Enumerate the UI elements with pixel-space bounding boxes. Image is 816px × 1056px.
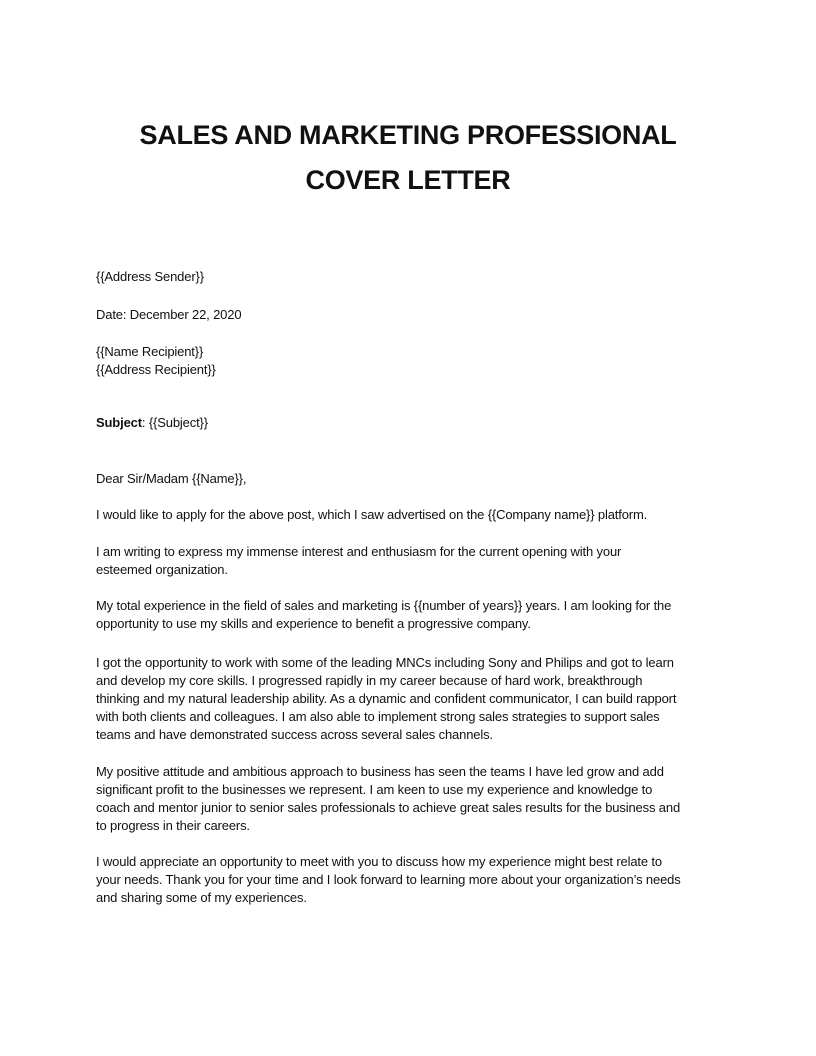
paragraph-line: teams and have demonstrated success across several sales channels. [96,727,493,742]
recipient-address: {{Address Recipient}} [96,362,216,377]
paragraph-line: to progress in their careers. [96,818,250,833]
paragraph-5 [96,763,680,835]
subject-value: : {{Subject}} [141,415,208,430]
paragraph-line: I would like to apply for the above post, which I saw advertised on the {{Company name}} platform. [96,507,648,522]
title-line: COVER LETTER [305,165,511,195]
letter-date: Date: December 22, 2020 [96,307,242,322]
paragraph-line: I am writing to express my immense interest and enthusiasm for the current opening with your [96,544,622,559]
paragraph-1 [96,506,647,524]
paragraph-line: your needs. Thank you for your time and I look forward to learning more about your organization’s needs [96,872,681,887]
paragraph-line: opportunity to use my skills and experience to benefit a progressive company. [96,616,531,631]
paragraph-2 [96,543,621,579]
subject-line [96,414,208,432]
recipient-name: {{Name Recipient}} [96,344,204,359]
paragraph-line: esteemed organization. [96,562,228,577]
paragraph-line: with both clients and colleagues. I am also able to implement strong sales strategies to support sales [96,709,660,724]
sender-address: {{Address Sender}} [96,269,204,284]
paragraph-line: and develop my core skills. I progressed rapidly in my career because of hard work, breakthrough [96,673,643,688]
paragraph-3 [96,597,671,633]
document-title [0,113,816,203]
paragraph-line: I would appreciate an opportunity to meet with you to discuss how my experience might best relate to [96,854,662,869]
paragraph-6 [96,853,681,907]
paragraph-line: significant profit to the businesses we represent. I am keen to use my experience and knowledge to [96,782,653,797]
paragraph-4 [96,654,676,744]
salutation: Dear Sir/Madam {{Name}}, [96,471,247,486]
paragraph-line: My positive attitude and ambitious approach to business has seen the teams I have led grow and add [96,764,664,779]
recipient-block [96,343,216,379]
paragraph-line: I got the opportunity to work with some of the leading MNCs including Sony and Philips and got to learn [96,655,674,670]
paragraph-line: thinking and my natural leadership ability. As a dynamic and confident communicator, I can build rapport [96,691,677,706]
paragraph-line: and sharing some of my experiences. [96,890,307,905]
subject-label: Subject [96,415,142,430]
paragraph-line: coach and mentor junior to senior sales professionals to achieve great sales results for the business and [96,800,681,815]
paragraph-line: My total experience in the field of sales and marketing is {{number of years}} years. I am looking for the [96,598,672,613]
title-line: SALES AND MARKETING PROFESSIONAL [139,120,677,150]
